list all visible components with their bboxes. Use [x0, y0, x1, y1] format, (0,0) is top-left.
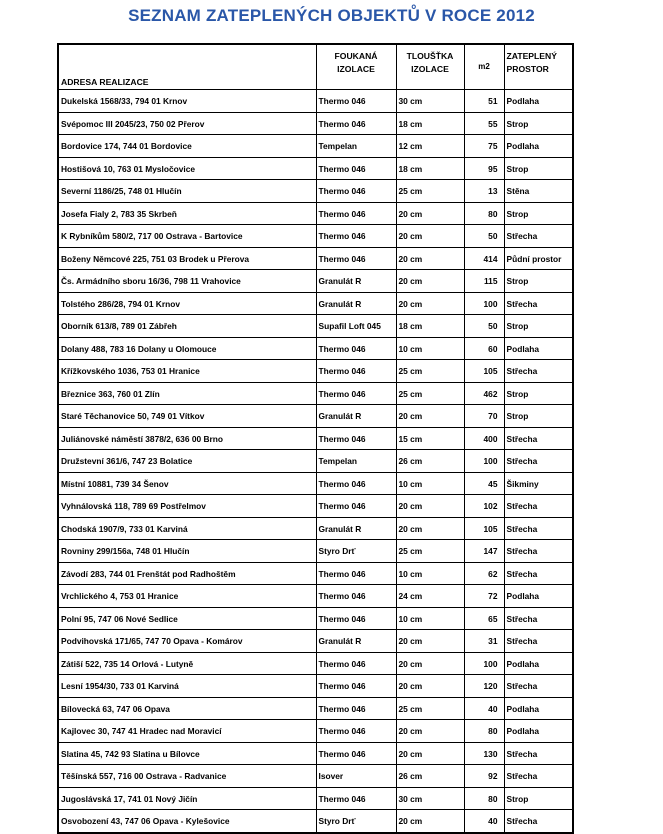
- cell-thickness: 10 cm: [396, 607, 464, 630]
- cell-insulation: Granulát R: [316, 270, 396, 293]
- cell-thickness: 20 cm: [396, 630, 464, 653]
- table-row: [58, 247, 573, 270]
- cell-insulation: Thermo 046: [316, 427, 396, 450]
- cell-space: Půdní prostor: [504, 247, 573, 270]
- cell-space: Střecha: [504, 225, 573, 248]
- table-row: [58, 90, 573, 113]
- cell-space: Střecha: [504, 540, 573, 563]
- cell-area: 80: [464, 202, 504, 225]
- cell-area: 31: [464, 630, 504, 653]
- cell-insulation: Thermo 046: [316, 742, 396, 765]
- cell-thickness: 30 cm: [396, 787, 464, 810]
- cell-address: Staré Těchanovice 50, 749 01 Vítkov: [58, 405, 316, 428]
- cell-address: Jugoslávská 17, 741 01 Nový Jičín: [58, 787, 316, 810]
- cell-insulation: Isover: [316, 765, 396, 788]
- cell-address: K Rybníkům 580/2, 717 00 Ostrava - Bartovice: [58, 225, 316, 248]
- cell-space: Strop: [504, 202, 573, 225]
- cell-space: Podlaha: [504, 337, 573, 360]
- table-row: [58, 427, 573, 450]
- cell-thickness: 20 cm: [396, 270, 464, 293]
- cell-area: 60: [464, 337, 504, 360]
- cell-address: Vrchlického 4, 753 01 Hranice: [58, 585, 316, 608]
- cell-address: Polní 95, 747 06 Nové Sedlice: [58, 607, 316, 630]
- cell-insulation: Granulát R: [316, 517, 396, 540]
- cell-address: Boženy Němcové 225, 751 03 Brodek u Přerova: [58, 247, 316, 270]
- cell-address: Lesní 1954/30, 733 01 Karviná: [58, 675, 316, 698]
- cell-space: Podlaha: [504, 697, 573, 720]
- cell-space: Šikminy: [504, 472, 573, 495]
- cell-insulation: Styro Drť: [316, 810, 396, 833]
- cell-area: 80: [464, 720, 504, 743]
- cell-thickness: 20 cm: [396, 247, 464, 270]
- cell-insulation: Thermo 046: [316, 180, 396, 203]
- header-insulation-line1: FOUKANÁ: [334, 51, 378, 61]
- cell-address: Kajlovec 30, 747 41 Hradec nad Moravicí: [58, 720, 316, 743]
- table-row: [58, 225, 573, 248]
- cell-insulation: Styro Drť: [316, 540, 396, 563]
- cell-space: Strop: [504, 157, 573, 180]
- cell-space: Střecha: [504, 427, 573, 450]
- cell-area: 50: [464, 315, 504, 338]
- cell-insulation: Thermo 046: [316, 382, 396, 405]
- cell-space: Podlaha: [504, 720, 573, 743]
- cell-thickness: 25 cm: [396, 540, 464, 563]
- cell-address: Družstevní 361/6, 747 23 Bolatice: [58, 450, 316, 473]
- cell-area: 95: [464, 157, 504, 180]
- cell-address: Oborník 613/8, 789 01 Zábřeh: [58, 315, 316, 338]
- cell-insulation: Thermo 046: [316, 607, 396, 630]
- cell-insulation: Thermo 046: [316, 585, 396, 608]
- cell-address: Březnice 363, 760 01 Zlín: [58, 382, 316, 405]
- cell-thickness: 20 cm: [396, 675, 464, 698]
- header-insulation: [316, 44, 396, 90]
- cell-address: Hostišová 10, 763 01 Mysločovice: [58, 157, 316, 180]
- cell-thickness: 18 cm: [396, 112, 464, 135]
- cell-area: 40: [464, 697, 504, 720]
- cell-insulation: Thermo 046: [316, 157, 396, 180]
- cell-area: 80: [464, 787, 504, 810]
- cell-thickness: 20 cm: [396, 292, 464, 315]
- table-row: [58, 697, 573, 720]
- cell-space: Podlaha: [504, 652, 573, 675]
- cell-area: 105: [464, 517, 504, 540]
- cell-thickness: 18 cm: [396, 157, 464, 180]
- header-thickness-line2: IZOLACE: [411, 64, 449, 74]
- objects-table: [57, 43, 574, 834]
- cell-thickness: 10 cm: [396, 472, 464, 495]
- cell-insulation: Thermo 046: [316, 472, 396, 495]
- table-row: [58, 630, 573, 653]
- cell-space: Střecha: [504, 742, 573, 765]
- cell-address: Svépomoc III 2045/23, 750 02 Přerov: [58, 112, 316, 135]
- cell-space: Střecha: [504, 495, 573, 518]
- cell-thickness: 20 cm: [396, 720, 464, 743]
- cell-area: 40: [464, 810, 504, 833]
- cell-thickness: 20 cm: [396, 202, 464, 225]
- cell-thickness: 25 cm: [396, 697, 464, 720]
- table-row: [58, 495, 573, 518]
- cell-thickness: 20 cm: [396, 517, 464, 540]
- cell-address: Závodí 283, 744 01 Frenštát pod Radhoštěm: [58, 562, 316, 585]
- cell-space: Střecha: [504, 765, 573, 788]
- table-row: [58, 562, 573, 585]
- table-row: [58, 652, 573, 675]
- cell-address: Rovniny 299/156a, 748 01 Hlučín: [58, 540, 316, 563]
- cell-space: Podlaha: [504, 90, 573, 113]
- cell-area: 51: [464, 90, 504, 113]
- header-address: ADRESA REALIZACE: [58, 44, 316, 90]
- cell-space: Strop: [504, 112, 573, 135]
- table-row: [58, 202, 573, 225]
- cell-area: 92: [464, 765, 504, 788]
- cell-insulation: Thermo 046: [316, 337, 396, 360]
- cell-area: 115: [464, 270, 504, 293]
- cell-address: Dukelská 1568/33, 794 01 Krnov: [58, 90, 316, 113]
- cell-area: 55: [464, 112, 504, 135]
- cell-space: Podlaha: [504, 585, 573, 608]
- cell-space: Stěna: [504, 180, 573, 203]
- cell-address: Vyhnálovská 118, 789 69 Postřelmov: [58, 495, 316, 518]
- cell-address: Zátiší 522, 735 14 Orlová - Lutyně: [58, 652, 316, 675]
- cell-space: Střecha: [504, 450, 573, 473]
- cell-space: Strop: [504, 405, 573, 428]
- cell-space: Střecha: [504, 607, 573, 630]
- table-row: [58, 405, 573, 428]
- cell-area: 50: [464, 225, 504, 248]
- cell-thickness: 20 cm: [396, 495, 464, 518]
- cell-space: Střecha: [504, 360, 573, 383]
- table-row: [58, 585, 573, 608]
- cell-insulation: Thermo 046: [316, 675, 396, 698]
- cell-thickness: 18 cm: [396, 315, 464, 338]
- table-row: [58, 720, 573, 743]
- cell-thickness: 30 cm: [396, 90, 464, 113]
- cell-insulation: Thermo 046: [316, 652, 396, 675]
- cell-area: 414: [464, 247, 504, 270]
- cell-address: Bordovice 174, 744 01 Bordovice: [58, 135, 316, 158]
- table-row: [58, 472, 573, 495]
- cell-address: Osvobození 43, 747 06 Opava - Kylešovice: [58, 810, 316, 833]
- cell-thickness: 20 cm: [396, 652, 464, 675]
- cell-area: 102: [464, 495, 504, 518]
- table-row: [58, 742, 573, 765]
- cell-space: Podlaha: [504, 135, 573, 158]
- cell-insulation: Thermo 046: [316, 495, 396, 518]
- cell-insulation: Thermo 046: [316, 112, 396, 135]
- table-row: [58, 337, 573, 360]
- cell-area: 130: [464, 742, 504, 765]
- cell-insulation: Thermo 046: [316, 247, 396, 270]
- table-row: [58, 450, 573, 473]
- cell-thickness: 20 cm: [396, 405, 464, 428]
- cell-insulation: Granulát R: [316, 630, 396, 653]
- cell-space: Střecha: [504, 562, 573, 585]
- cell-area: 400: [464, 427, 504, 450]
- cell-area: 100: [464, 292, 504, 315]
- cell-address: Bílovecká 63, 747 06 Opava: [58, 697, 316, 720]
- cell-area: 45: [464, 472, 504, 495]
- table-row: [58, 135, 573, 158]
- table-row: [58, 765, 573, 788]
- cell-thickness: 26 cm: [396, 450, 464, 473]
- cell-area: 62: [464, 562, 504, 585]
- cell-area: 75: [464, 135, 504, 158]
- cell-address: Křížkovského 1036, 753 01 Hranice: [58, 360, 316, 383]
- cell-thickness: 15 cm: [396, 427, 464, 450]
- header-space-line1: ZATEPLENÝ: [506, 51, 557, 61]
- cell-address: Těšínská 557, 716 00 Ostrava - Radvanice: [58, 765, 316, 788]
- table-row: [58, 270, 573, 293]
- page-title: SEZNAM ZATEPLENÝCH OBJEKTŮ V ROCE 2012: [128, 6, 535, 25]
- cell-thickness: 26 cm: [396, 765, 464, 788]
- cell-address: Juliánovské náměstí 3878/2, 636 00 Brno: [58, 427, 316, 450]
- cell-insulation: Thermo 046: [316, 225, 396, 248]
- cell-insulation: Thermo 046: [316, 720, 396, 743]
- cell-address: Tolstého 286/28, 794 01 Krnov: [58, 292, 316, 315]
- cell-thickness: 20 cm: [396, 225, 464, 248]
- header-space: [504, 44, 573, 90]
- cell-area: 65: [464, 607, 504, 630]
- cell-insulation: Thermo 046: [316, 787, 396, 810]
- cell-address: Podvihovská 171/65, 747 70 Opava - Komárov: [58, 630, 316, 653]
- cell-area: 70: [464, 405, 504, 428]
- table-row: [58, 607, 573, 630]
- cell-thickness: 24 cm: [396, 585, 464, 608]
- cell-address: Slatina 45, 742 93 Slatina u Bílovce: [58, 742, 316, 765]
- cell-address: Severní 1186/25, 748 01 Hlučín: [58, 180, 316, 203]
- cell-thickness: 20 cm: [396, 810, 464, 833]
- cell-insulation: Granulát R: [316, 292, 396, 315]
- header-space-line2: PROSTOR: [506, 64, 549, 74]
- cell-thickness: 12 cm: [396, 135, 464, 158]
- cell-space: Střecha: [504, 517, 573, 540]
- cell-area: 105: [464, 360, 504, 383]
- table-row: [58, 180, 573, 203]
- cell-area: 72: [464, 585, 504, 608]
- cell-area: 462: [464, 382, 504, 405]
- header-area: m2: [464, 44, 504, 90]
- cell-area: 147: [464, 540, 504, 563]
- header-thickness-line1: TLOUŠŤKA: [406, 51, 454, 61]
- cell-thickness: 10 cm: [396, 337, 464, 360]
- cell-thickness: 25 cm: [396, 180, 464, 203]
- cell-thickness: 25 cm: [396, 360, 464, 383]
- cell-space: Střecha: [504, 292, 573, 315]
- cell-insulation: Granulát R: [316, 405, 396, 428]
- table-row: [58, 787, 573, 810]
- cell-insulation: Tempelan: [316, 450, 396, 473]
- cell-insulation: Thermo 046: [316, 562, 396, 585]
- cell-address: Čs. Armádního sboru 16/36, 798 11 Vrahovice: [58, 270, 316, 293]
- table-row: [58, 517, 573, 540]
- cell-area: 120: [464, 675, 504, 698]
- cell-insulation: Supafil Loft 045: [316, 315, 396, 338]
- cell-insulation: Thermo 046: [316, 90, 396, 113]
- cell-space: Strop: [504, 270, 573, 293]
- cell-area: 100: [464, 652, 504, 675]
- cell-address: Dolany 488, 783 16 Dolany u Olomouce: [58, 337, 316, 360]
- cell-address: Chodská 1907/9, 733 01 Karviná: [58, 517, 316, 540]
- table-row: [58, 382, 573, 405]
- table-header-row: [58, 44, 573, 90]
- cell-insulation: Thermo 046: [316, 360, 396, 383]
- header-insulation-line2: IZOLACE: [337, 64, 375, 74]
- cell-thickness: 20 cm: [396, 742, 464, 765]
- cell-thickness: 25 cm: [396, 382, 464, 405]
- cell-space: Střecha: [504, 675, 573, 698]
- cell-address: Místní 10881, 739 34 Šenov: [58, 472, 316, 495]
- table-row: [58, 157, 573, 180]
- cell-thickness: 10 cm: [396, 562, 464, 585]
- cell-insulation: Thermo 046: [316, 697, 396, 720]
- table-row: [58, 112, 573, 135]
- cell-area: 100: [464, 450, 504, 473]
- cell-space: Střecha: [504, 810, 573, 833]
- cell-space: Strop: [504, 382, 573, 405]
- cell-insulation: Thermo 046: [316, 202, 396, 225]
- header-thickness: [396, 44, 464, 90]
- cell-area: 13: [464, 180, 504, 203]
- table-row: [58, 292, 573, 315]
- cell-space: Strop: [504, 787, 573, 810]
- table-row: [58, 360, 573, 383]
- cell-space: Strop: [504, 315, 573, 338]
- cell-space: Střecha: [504, 630, 573, 653]
- table-row: [58, 810, 573, 833]
- table-row: [58, 675, 573, 698]
- table-row: [58, 540, 573, 563]
- cell-insulation: Tempelan: [316, 135, 396, 158]
- table-row: [58, 315, 573, 338]
- cell-address: Josefa Fialy 2, 783 35 Skrbeň: [58, 202, 316, 225]
